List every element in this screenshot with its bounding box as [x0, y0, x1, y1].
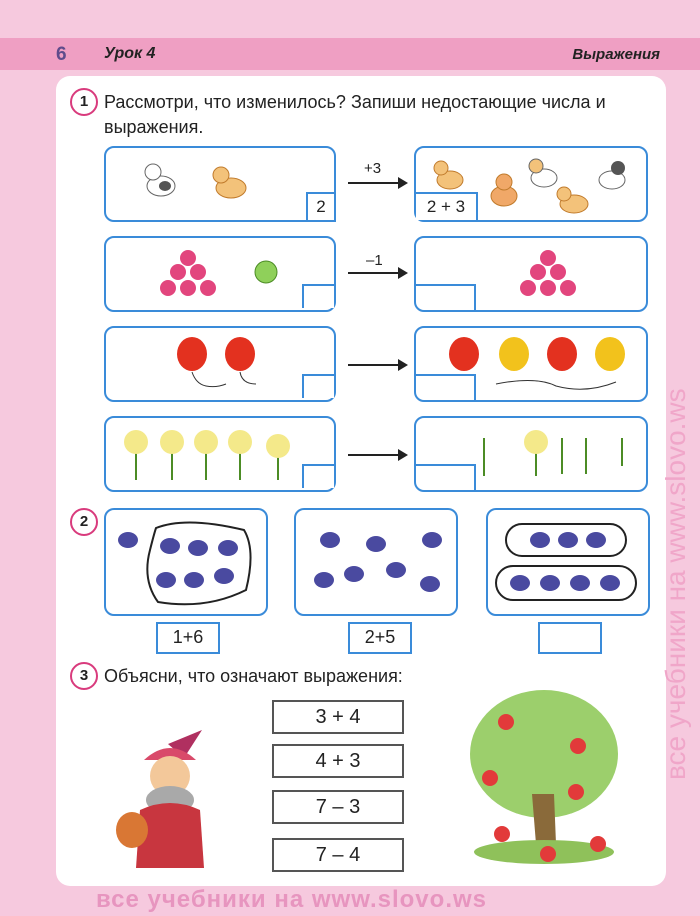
task-3-text: Объясни, что означают выражения: [104, 666, 403, 686]
dandelions-image [106, 418, 334, 490]
plums-image [488, 510, 648, 614]
balloons-image [106, 328, 334, 400]
section-title: Выражения [572, 46, 660, 63]
answer-box[interactable] [416, 284, 476, 310]
plums-card-2 [294, 508, 458, 616]
task-2-number: 2 [70, 508, 98, 536]
apple-tree-illustration [458, 684, 628, 874]
kittens-card-left [104, 146, 336, 222]
answer-box[interactable]: 2 [306, 192, 336, 222]
answer-box[interactable] [416, 374, 476, 400]
kittens-image [106, 148, 334, 220]
plums-image [106, 510, 266, 614]
watermark-bottom: все учебники на www.slovo.ws [96, 886, 487, 913]
page-number: 6 [56, 44, 67, 65]
answer-box[interactable] [416, 464, 476, 490]
arrow-label: –1 [366, 252, 383, 269]
task-3-number: 3 [70, 662, 98, 690]
balloons-card-right [414, 326, 648, 402]
task-1-number: 1 [70, 88, 98, 116]
apples-card-right [414, 236, 648, 312]
lesson-title: Урок 4 [104, 45, 156, 62]
watermark-side: все учебники на www.slovo.ws [660, 388, 691, 780]
plums-card-1 [104, 508, 268, 616]
dandelions-card-right [414, 416, 648, 492]
plums-card-3 [486, 508, 650, 616]
answer-box[interactable] [302, 374, 334, 398]
apples-image [106, 238, 334, 310]
arrow-icon [348, 272, 406, 274]
arrow-icon [348, 454, 406, 456]
expression-box: 3 + 4 [272, 700, 404, 734]
dandelions-card-left [104, 416, 336, 492]
answer-box[interactable] [302, 284, 334, 308]
expression-box: 7 – 3 [272, 790, 404, 824]
answer-box[interactable] [538, 622, 602, 654]
answer-box[interactable]: 2 + 3 [416, 192, 478, 220]
expression-box: 7 – 4 [272, 838, 404, 872]
task-1-text: Рассмотри, что изменилось? Запиши недостающие числа и выражения. [104, 92, 606, 137]
balloons-card-left [104, 326, 336, 402]
plums-image [296, 510, 456, 614]
arrow-icon [348, 364, 406, 366]
answer-box[interactable]: 1+6 [156, 622, 220, 654]
arrow-icon [348, 182, 406, 184]
answer-box[interactable]: 2+5 [348, 622, 412, 654]
kittens-card-right [414, 146, 648, 222]
arrow-label: +3 [364, 160, 382, 177]
apples-card-left [104, 236, 336, 312]
gnome-illustration [110, 710, 220, 880]
expression-box: 4 + 3 [272, 744, 404, 778]
answer-box[interactable] [302, 464, 334, 488]
